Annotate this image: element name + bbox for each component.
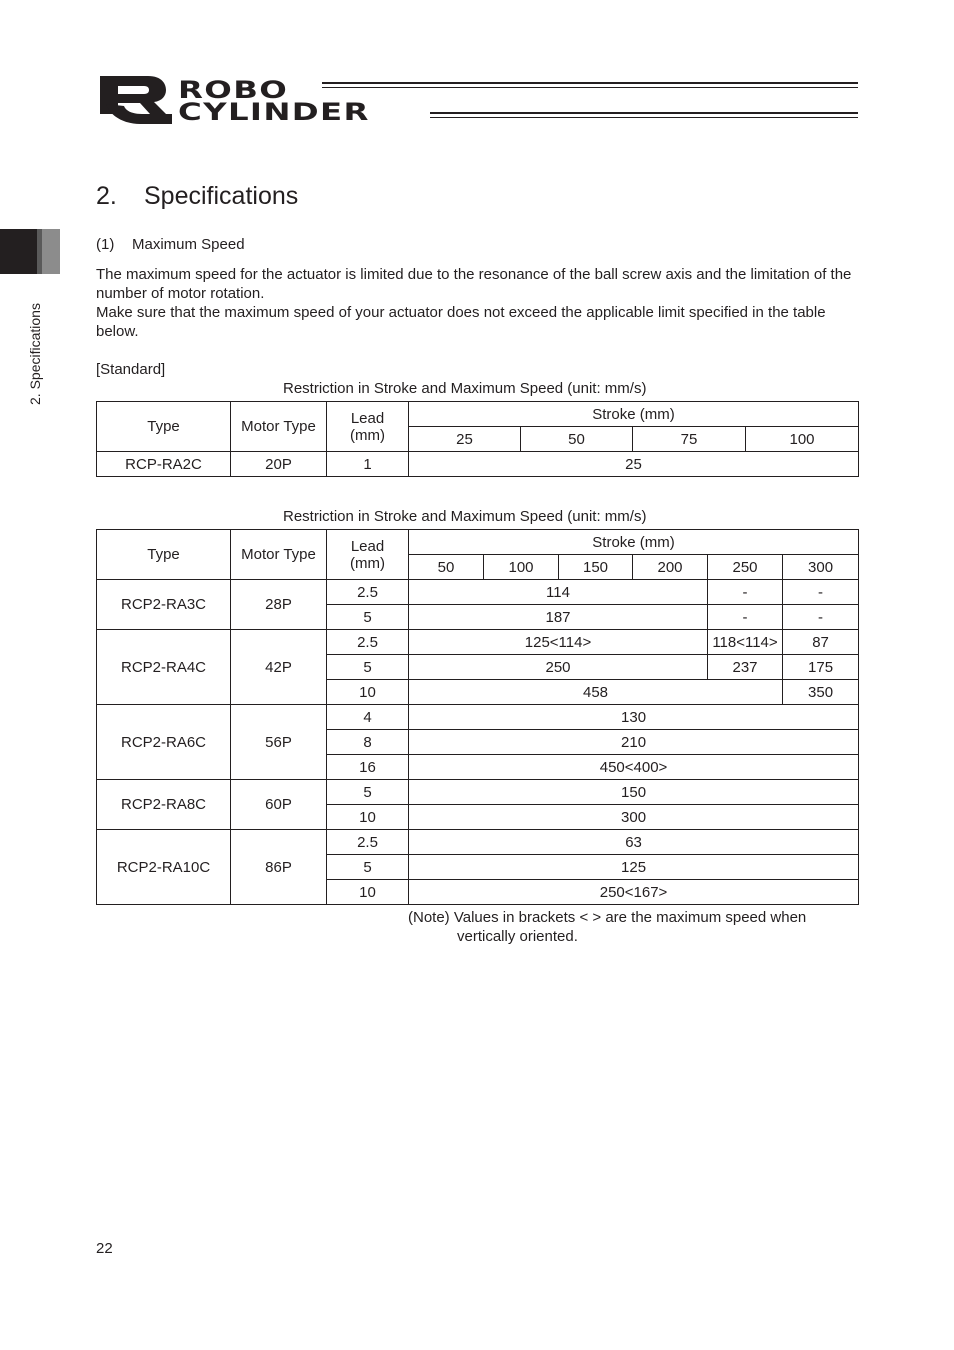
standard-label: [Standard] <box>96 361 166 378</box>
table1-caption: Restriction in Stroke and Maximum Speed (unit: mm/s) <box>283 380 647 397</box>
cell-speed: 250<167> <box>409 880 859 905</box>
stroke-col: 100 <box>746 427 859 452</box>
cell-lead: 5 <box>327 855 409 880</box>
table-note <box>408 908 848 946</box>
stroke-col: 300 <box>783 555 859 580</box>
cell-motor: 60P <box>231 780 327 830</box>
cell-type: RCP2-RA4C <box>97 630 231 705</box>
cell-lead: 2.5 <box>327 580 409 605</box>
cell-lead: 5 <box>327 605 409 630</box>
intro-paragraph-1: The maximum speed for the actuator is limited due to the resonance of the ball screw axis and the limitation of the number of motor rotation. <box>96 266 852 302</box>
cell-lead: 10 <box>327 880 409 905</box>
cell-speed: - <box>783 605 859 630</box>
table-row <box>97 780 859 805</box>
cell-lead: 10 <box>327 805 409 830</box>
cell-speed: 350 <box>783 680 859 705</box>
stroke-col: 50 <box>409 555 484 580</box>
rc-logo-mark-icon <box>96 74 176 126</box>
cell-speed: 130 <box>409 705 859 730</box>
side-chapter-label: 2. Specifications <box>27 303 43 405</box>
stroke-col: 50 <box>521 427 633 452</box>
cell-motor: 20P <box>231 452 327 477</box>
cell-motor: 56P <box>231 705 327 780</box>
cell-type: RCP2-RA8C <box>97 780 231 830</box>
cell-speed: - <box>708 580 783 605</box>
cell-speed: 300 <box>409 805 859 830</box>
cell-speed: 250 <box>409 655 708 680</box>
cell-lead: 10 <box>327 680 409 705</box>
cell-speed: 150 <box>409 780 859 805</box>
cell-speed: - <box>708 605 783 630</box>
cell-speed: 210 <box>409 730 859 755</box>
cell-lead: 8 <box>327 730 409 755</box>
section-title <box>96 180 298 212</box>
subsection-heading <box>96 236 245 254</box>
stroke-col: 200 <box>633 555 708 580</box>
cell-lead: 5 <box>327 655 409 680</box>
cell-speed: 125<114> <box>409 630 708 655</box>
cell-speed: 125 <box>409 855 859 880</box>
table-row <box>97 452 859 477</box>
stroke-col: 75 <box>633 427 746 452</box>
header-lead-text: Lead (mm) <box>350 409 385 444</box>
header-type: Type <box>97 402 231 452</box>
chapter-tab-marker <box>0 229 60 274</box>
cell-speed: - <box>783 580 859 605</box>
cell-speed: 87 <box>783 630 859 655</box>
header-lead <box>327 402 409 452</box>
section-number: 2. <box>96 182 117 210</box>
cell-motor: 28P <box>231 580 327 630</box>
subsection-number: (1) <box>96 236 115 253</box>
table-row <box>97 705 859 730</box>
cell-speed: 175 <box>783 655 859 680</box>
cell-motor: 42P <box>231 630 327 705</box>
robo-cylinder-logo <box>96 74 858 126</box>
header-type: Type <box>97 530 231 580</box>
note-line-1: (Note) Values in brackets < > are the maximum speed when <box>408 909 807 926</box>
header-motor-type: Motor Type <box>231 530 327 580</box>
page-number: 22 <box>96 1240 113 1257</box>
cell-lead: 4 <box>327 705 409 730</box>
table-row <box>97 830 859 855</box>
header-stroke: Stroke (mm) <box>409 530 859 555</box>
speed-table-standard <box>96 401 859 477</box>
cell-speed: 114 <box>409 580 708 605</box>
cell-type: RCP2-RA10C <box>97 830 231 905</box>
cell-lead: 5 <box>327 780 409 805</box>
table-row <box>97 580 859 605</box>
cell-type: RCP-RA2C <box>97 452 231 477</box>
cell-speed: 450<400> <box>409 755 859 780</box>
header-motor-type: Motor Type <box>231 402 327 452</box>
cell-speed: 118<114> <box>708 630 783 655</box>
cell-lead: 2.5 <box>327 830 409 855</box>
cell-speed: 187 <box>409 605 708 630</box>
cell-speed: 63 <box>409 830 859 855</box>
logo-word-robo: ROBO <box>178 76 289 104</box>
cell-lead: 2.5 <box>327 630 409 655</box>
cell-motor: 86P <box>231 830 327 905</box>
cell-speed: 25 <box>409 452 859 477</box>
cell-speed: 458 <box>409 680 783 705</box>
stroke-col: 150 <box>559 555 633 580</box>
cell-type: RCP2-RA6C <box>97 705 231 780</box>
table2-caption: Restriction in Stroke and Maximum Speed (unit: mm/s) <box>283 508 647 525</box>
note-line-2: vertically oriented. <box>457 928 578 945</box>
header-rule <box>430 112 858 114</box>
header-rule <box>430 117 858 118</box>
cell-speed: 237 <box>708 655 783 680</box>
cell-lead: 1 <box>327 452 409 477</box>
subsection-title: Maximum Speed <box>132 236 245 253</box>
stroke-col: 100 <box>484 555 559 580</box>
intro-paragraph-2: Make sure that the maximum speed of your actuator does not exceed the applicable limit specified in the table below. <box>96 304 826 340</box>
stroke-col: 25 <box>409 427 521 452</box>
header-rule <box>322 82 858 84</box>
speed-table-rcp2 <box>96 529 859 905</box>
cell-lead: 16 <box>327 755 409 780</box>
header-rule <box>322 87 858 88</box>
logo-word-cylinder: CYLINDER <box>178 98 370 126</box>
header-lead <box>327 530 409 580</box>
cell-type: RCP2-RA3C <box>97 580 231 630</box>
table-row <box>97 630 859 655</box>
section-title-text: Specifications <box>144 182 299 210</box>
stroke-col: 250 <box>708 555 783 580</box>
header-stroke: Stroke (mm) <box>409 402 859 427</box>
header-lead-text: Lead (mm) <box>350 537 385 572</box>
